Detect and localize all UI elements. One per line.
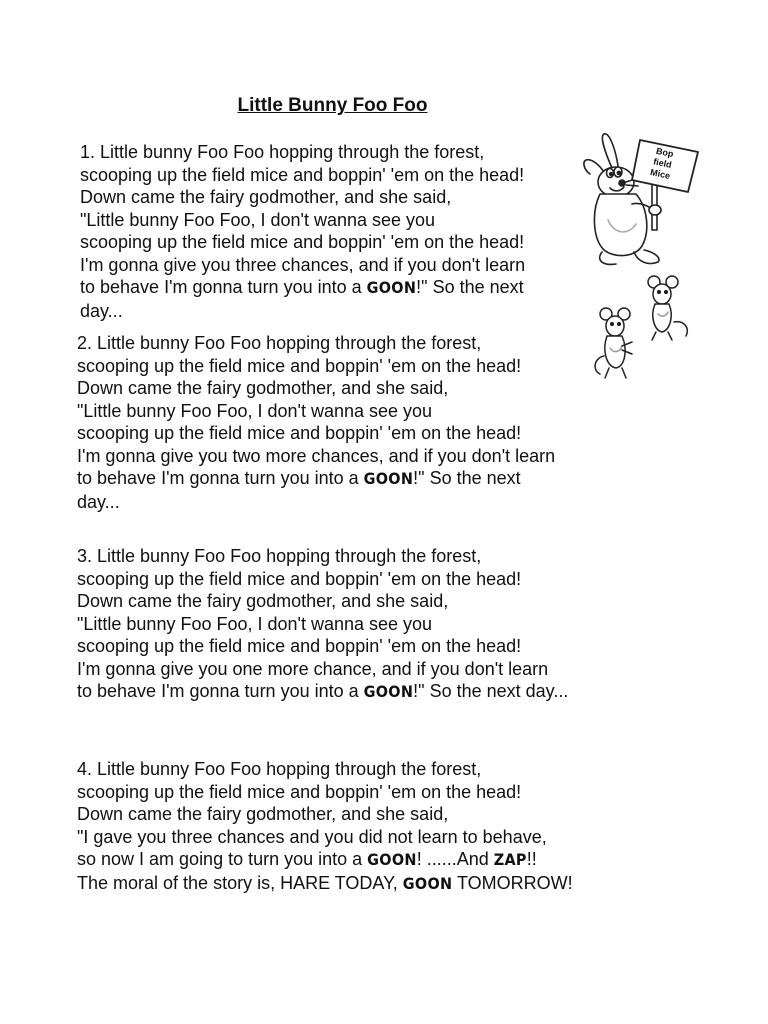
- line-text: to behave I'm gonna turn you into a: [77, 468, 364, 488]
- verse-line: I'm gonna give you two more chances, and if you don't learn: [77, 445, 556, 466]
- verse-line: 3. Little bunny Foo Foo hopping through the forest,: [77, 546, 482, 566]
- verse-2: [77, 332, 555, 513]
- line-text: !" So the next: [416, 277, 524, 297]
- line-text: so now I am going to turn you into a: [77, 849, 368, 869]
- line-text: to behave I'm gonna turn you into a: [80, 277, 367, 297]
- goon-word: GOON: [363, 469, 414, 488]
- zap-word: ZAP: [493, 850, 527, 869]
- field-mice-illustration: [592, 270, 696, 386]
- verse-line: scooping up the field mice and boppin' 'em on the head!: [77, 423, 522, 443]
- verse-line: day...: [77, 491, 120, 512]
- verse-line: "Little bunny Foo Foo, I don't wanna see you: [77, 613, 433, 634]
- sign-text-3: Mice: [649, 167, 672, 181]
- verse-line: Down came the fairy godmother, and she said,: [77, 378, 449, 398]
- page-title: Little Bunny Foo Foo: [237, 95, 428, 116]
- verse-line: "I gave you three chances and you did not learn to behave,: [77, 826, 547, 847]
- verse-line: Down came the fairy godmother, and she said,: [80, 187, 452, 207]
- verse-1: [80, 141, 525, 322]
- verse-line: I'm gonna give you three chances, and if you don't learn: [80, 254, 526, 275]
- line-text: !!: [526, 849, 537, 869]
- verse-line: scooping up the field mice and boppin' 'em on the head!: [77, 355, 522, 376]
- goon-word: GOON: [363, 682, 414, 701]
- verse-line: Down came the fairy godmother, and she said,: [77, 804, 449, 824]
- verse-line: scooping up the field mice and boppin' 'em on the head!: [80, 164, 525, 185]
- bunny-with-sign-illustration: [582, 130, 704, 272]
- verse-line: scooping up the field mice and boppin' 'em on the head!: [77, 568, 522, 589]
- verse-line: Down came the fairy godmother, and she said,: [77, 591, 449, 611]
- goon-word: GOON: [366, 278, 417, 297]
- verse-3: [77, 545, 568, 704]
- goon-word: GOON: [402, 873, 453, 893]
- line-text: !" So the next day...: [413, 681, 569, 701]
- line-text: The moral of the story is, HARE TODAY,: [77, 872, 403, 893]
- goon-word: GOON: [367, 850, 417, 869]
- verse-line: scooping up the field mice and boppin' 'em on the head!: [80, 232, 525, 252]
- verse-line: I'm gonna give you one more chance, and if you don't learn: [77, 658, 549, 679]
- verse-line: 2. Little bunny Foo Foo hopping through the forest,: [77, 333, 482, 353]
- verse-line: [77, 680, 568, 704]
- line-text: !" So the next: [413, 468, 521, 488]
- line-text: ! ......And: [416, 849, 494, 869]
- verse-line: [77, 467, 555, 491]
- sign-text-2: field: [652, 156, 673, 171]
- verse-line: "Little bunny Foo Foo, I don't wanna see you: [77, 400, 433, 421]
- verse-line: [77, 872, 573, 896]
- verse-line: 1. Little bunny Foo Foo hopping through the forest,: [80, 142, 485, 162]
- verse-line: "Little bunny Foo Foo, I don't wanna see you: [80, 209, 436, 230]
- verse-line: day...: [80, 300, 123, 321]
- sign-text-1: Bop: [655, 145, 675, 160]
- verse-line: scooping up the field mice and boppin' 'em on the head!: [77, 781, 522, 802]
- verse-line: 4. Little bunny Foo Foo hopping through the forest,: [77, 759, 482, 779]
- verse-4: [77, 758, 573, 895]
- verse-line: [77, 848, 573, 872]
- line-text: TOMORROW!: [452, 872, 573, 893]
- verse-line: [80, 276, 525, 300]
- line-text: to behave I'm gonna turn you into a: [77, 681, 364, 701]
- verse-line: scooping up the field mice and boppin' 'em on the head!: [77, 636, 522, 656]
